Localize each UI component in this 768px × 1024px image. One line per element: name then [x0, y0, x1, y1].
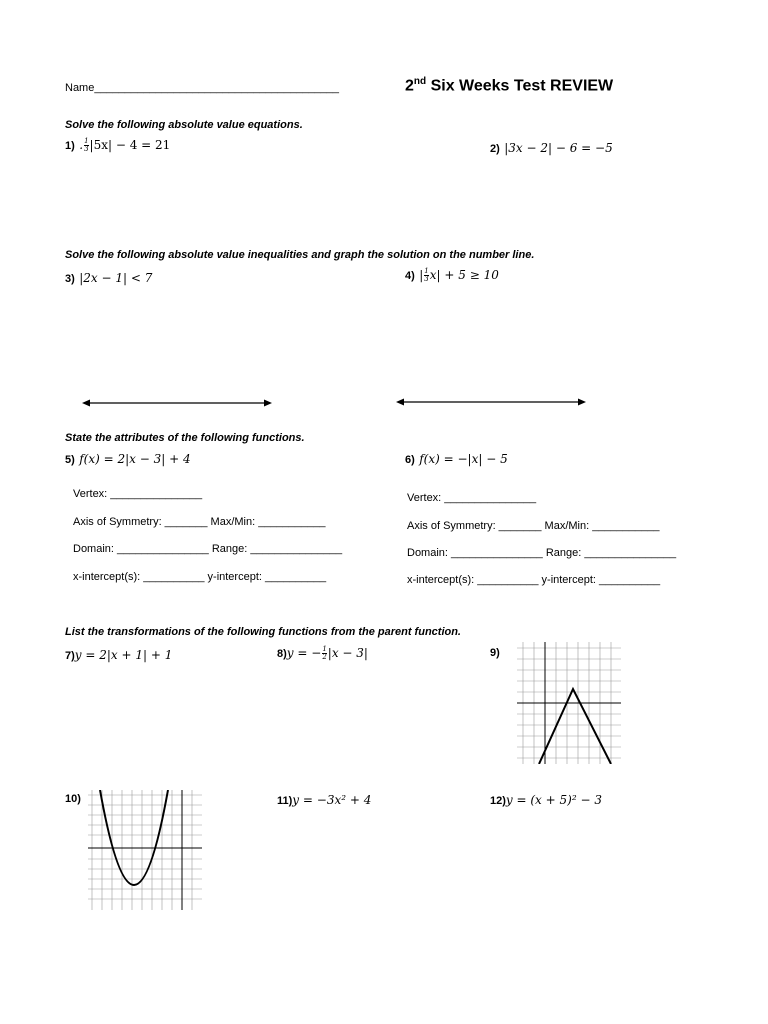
problem-5 — [65, 450, 191, 468]
problem-8-number: 8) — [277, 648, 287, 660]
number-line-3 — [82, 396, 272, 410]
problem-4 — [405, 266, 499, 284]
p5-vertex: Vertex: _______________ — [73, 488, 203, 500]
p6-vertex: Vertex: _______________ — [407, 492, 537, 504]
problem-11 — [277, 791, 371, 809]
problem-7-expression: y = 2|x + 1| + 1 — [74, 648, 173, 662]
problem-6-number: 6) — [405, 454, 415, 466]
name-label: Name — [65, 82, 95, 94]
problem-11-number: 11) — [277, 795, 293, 807]
name-blank: ________________________________________ — [94, 82, 340, 94]
problem-8-expression: y = − $\frac{1}{2}$ |x − 3| — [286, 645, 368, 661]
problem-1 — [65, 136, 170, 154]
problem-5-number: 5) — [65, 454, 75, 466]
name-field — [65, 82, 339, 94]
problem-4-number: 4) — [405, 270, 415, 282]
problem-1-number: 1) — [65, 140, 75, 152]
problem-12-expression: y = (x + 5)² − 3 — [505, 793, 602, 807]
problem-4-expression: | $\frac{1}{3}$ x| + 5 ≥ 10 — [419, 267, 499, 283]
p5-domain-range: Domain: _______________ Range: _______________ — [73, 543, 343, 555]
p6-intercepts: x-intercept(s): __________ y-intercept: __________ — [407, 574, 661, 586]
p5-intercepts: x-intercept(s): __________ y-intercept: __________ — [73, 571, 327, 583]
instruction-attributes: State the attributes of the following functions. — [65, 432, 305, 444]
graph-9 — [517, 642, 621, 764]
problem-7-number: 7) — [65, 650, 75, 662]
problem-2-expression: |3x − 2| − 6 = −5 — [504, 141, 613, 155]
problem-7 — [65, 646, 172, 664]
problem-11-expression: y = −3x² + 4 — [292, 793, 372, 807]
graph-10 — [88, 790, 202, 910]
page-title: 2nd Six Weeks Test REVIEW — [405, 76, 614, 95]
problem-10-number: 10) — [65, 793, 81, 805]
problem-3 — [65, 269, 152, 287]
instruction-transformations: List the transformations of the following functions from the parent function. — [65, 626, 461, 638]
problem-12 — [490, 791, 602, 809]
problem-1-expression: . $\frac{1}{3}$ |5x| − 4 = 21 — [79, 137, 171, 153]
instruction-equations: Solve the following absolute value equations. — [65, 119, 303, 131]
problem-5-expression: f(x) = 2|x − 3| + 4 — [79, 452, 191, 466]
problem-2-number: 2) — [490, 143, 500, 155]
problem-3-number: 3) — [65, 273, 75, 285]
problem-6 — [405, 450, 508, 468]
p6-domain-range: Domain: _______________ Range: _______________ — [407, 547, 677, 559]
p6-axis-maxmin: Axis of Symmetry: _______ Max/Min: ___________ — [407, 520, 660, 532]
number-line-4 — [396, 395, 586, 409]
problem-9-number: 9) — [490, 647, 500, 659]
problem-8 — [277, 644, 368, 662]
p5-axis-maxmin: Axis of Symmetry: _______ Max/Min: ___________ — [73, 516, 326, 528]
instruction-inequalities: Solve the following absolute value inequalities and graph the solution on the number line. — [65, 249, 535, 261]
problem-2 — [490, 139, 613, 157]
problem-6-expression: f(x) = −|x| − 5 — [419, 452, 508, 466]
problem-3-expression: |2x − 1| < 7 — [79, 271, 153, 285]
problem-12-number: 12) — [490, 795, 506, 807]
